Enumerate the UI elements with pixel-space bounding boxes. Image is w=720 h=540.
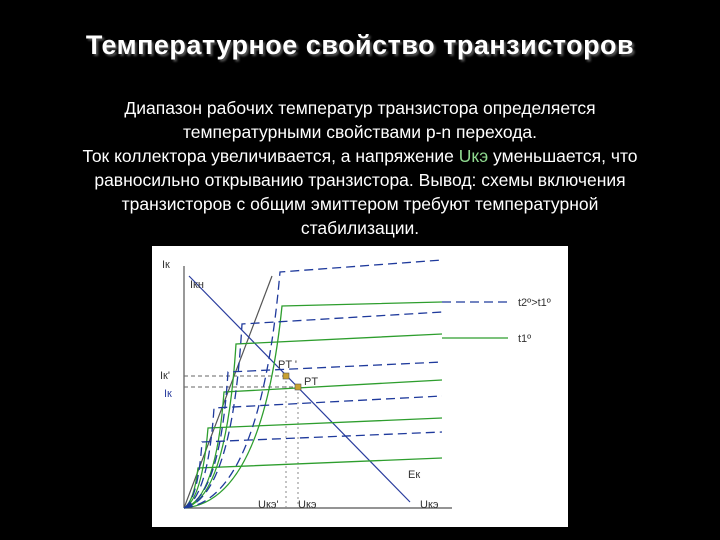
pt-label: PT [304, 376, 319, 388]
legend-cold-label: t1º [518, 333, 532, 345]
desc-line-1: Диапазон рабочих температур транзистора определяется [124, 98, 596, 118]
uke-axis-label: Uкэ [420, 499, 439, 511]
desc-line-6: стабилизации. [300, 218, 420, 238]
desc-line-3 [22, 144, 698, 168]
ik-prime-label: Iк' [160, 370, 170, 382]
ik-label: Iк [164, 388, 172, 400]
desc-line-4: равносильно открыванию транзистора. Вывод: схемы включения [94, 170, 626, 190]
desc-line-5: транзисторов с общим эмиттером требуют температурной [121, 194, 599, 214]
pt-prime-label: PT ' [278, 359, 298, 371]
desc-line-2: температурными свойствами p-n перехода. [182, 122, 538, 142]
ek-label: Eк [408, 469, 421, 481]
diagram-panel [152, 246, 568, 527]
cold-curves [184, 302, 442, 508]
output-characteristics-diagram [152, 246, 568, 527]
desc-line-3-pre: Ток коллектора увеличивается, а напряжение [82, 146, 459, 166]
uke-label: Uкэ [298, 499, 317, 511]
desc-uke-highlight: Uкэ [458, 146, 489, 166]
slide-description [22, 96, 698, 240]
operating-point-prime [283, 373, 289, 379]
legend-hot-label: t2º>t1º [518, 297, 551, 309]
desc-line-3-post: уменьшается, что [488, 146, 638, 166]
slide-title: Температурное свойство транзисторов [85, 30, 635, 60]
operating-point [295, 384, 301, 390]
uke-prime-label: Uкэ' [258, 499, 279, 511]
ik-axis-label: Iк [162, 259, 170, 271]
ikn-label: Iкн [190, 279, 204, 291]
